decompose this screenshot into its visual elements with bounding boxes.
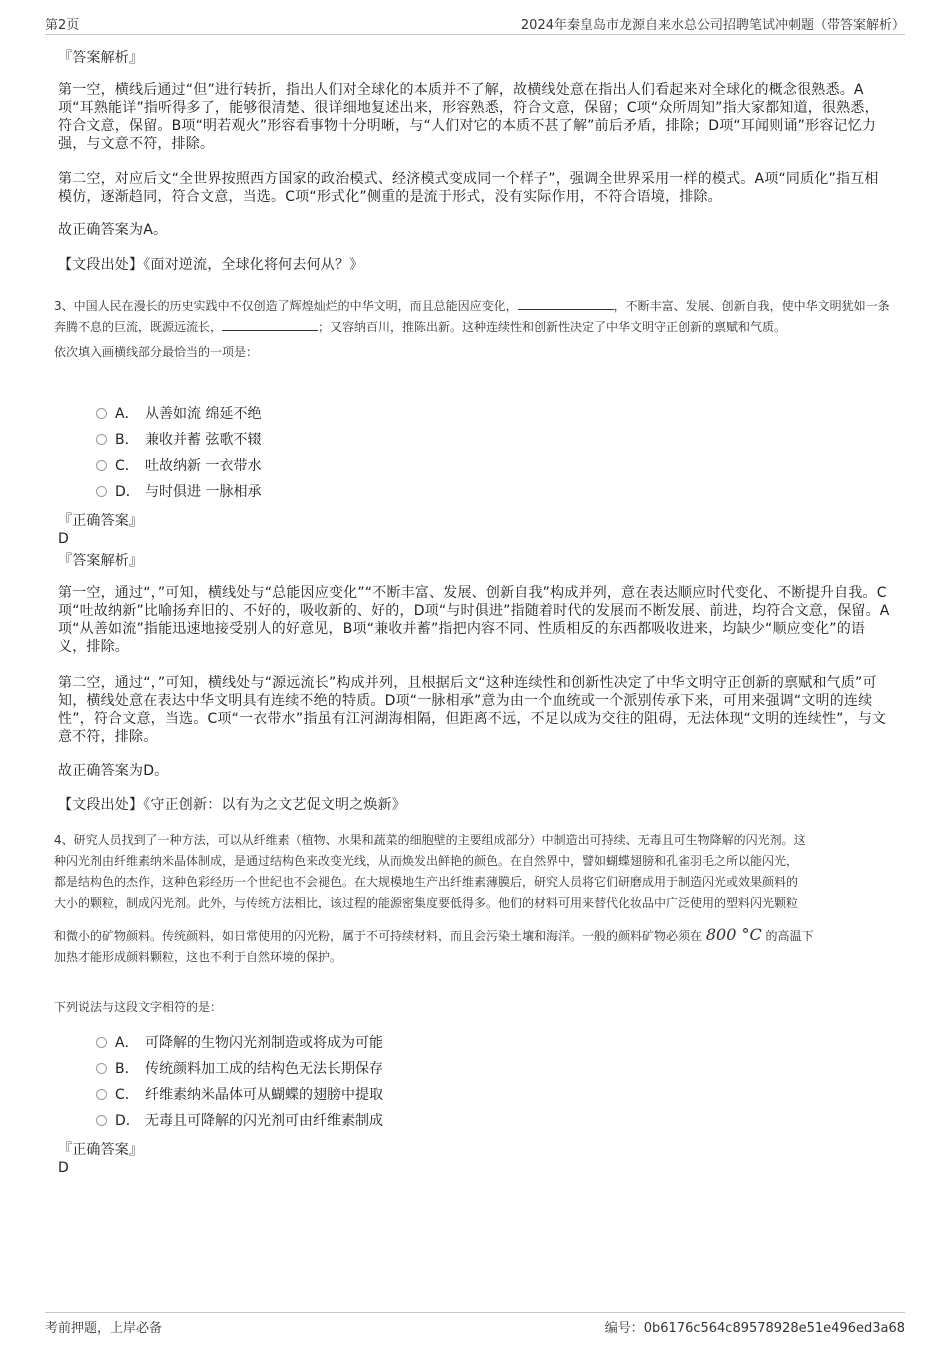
question-stem: 3、中国人民在漫长的历史实践中不仅创造了辉煌灿烂的中华文明，而且总能因应变化， ，不断丰富、发展、创新自我，使中华文明犹如一条奔腾不息的巨流，既源远流长， ；又容纳百川，推陈出新。这种连续性和创新性决定了中华文明守正创新的禀赋和气质。 xyxy=(54,299,890,334)
answer-label: 『正确答案』 xyxy=(58,1142,144,1158)
radio-button[interactable] xyxy=(96,1037,107,1048)
fill-blank xyxy=(518,297,614,310)
radio-button[interactable] xyxy=(96,1063,107,1074)
answer-conclusion: 故正确答案为A。 xyxy=(58,222,168,238)
option-a[interactable]: A． 从善如流 绵延不绝 xyxy=(96,404,261,424)
analysis-paragraph: 第二空，对应后文“全世界按照西方国家的政治模式、经济模式变成同一个样子”，强调全世界采用一样的模式。A项“同质化”指互相模仿，逐渐趋同，符合文意，当选。C项“形式化”侧重的是流于形式，没有实际作用，不符合语境，排除。 xyxy=(58,171,879,205)
option-c[interactable]: C． 吐故纳新 一衣带水 xyxy=(96,456,261,476)
option-b[interactable]: B． 传统颜料加工成的结构色无法长期保存 xyxy=(96,1059,383,1079)
source-citation: 【文段出处】《面对逆流，全球化将何去何从？》 xyxy=(58,257,364,273)
document-title: 2024年秦皇岛市龙源自来水总公司招聘笔试冲刺题（带答案解析） xyxy=(520,18,905,33)
option-b[interactable]: B． 兼收并蓄 弦歌不辍 xyxy=(96,430,261,450)
answer-value: D xyxy=(58,531,69,547)
analysis-paragraph: 第一空，通过“，”可知，横线处与“总能因应变化”“不断丰富、发展、创新自我”构成并列，意在表达顺应时代变化、不断提升自我。C项“吐故纳新”比喻扬弃旧的、不好的，吸收新的、好的，D项“与时俱进”指随着时代的发展而不断发展、前进，均符合文意，保留。A项“从善如流”指能迅速地接受别人的好意见，B项“兼收并蓄”指把内容不同、性质相反的东西都吸收进来，均缺少“顺应变化”的语义，排除。 xyxy=(58,585,890,655)
fill-blank xyxy=(222,318,318,331)
document-code: 编号：0b6176c564c89578928e51e496ed3a68 xyxy=(604,1321,905,1336)
temperature-value: 800 °C xyxy=(705,925,762,944)
footer-slogan: 考前押题，上岸必备 xyxy=(45,1321,163,1336)
radio-button[interactable] xyxy=(96,486,107,497)
page-number: 第2页 xyxy=(45,18,80,33)
radio-button[interactable] xyxy=(96,1089,107,1100)
question-prompt: 下列说法与这段文字相符的是： xyxy=(54,1000,223,1014)
analysis-paragraph: 第一空，横线后通过“但”进行转折，指出人们对全球化的本质并不了解，故横线处意在指出人们看起来对全球化的概念很熟悉。A项“耳熟能详”指听得多了，能够很清楚、很详细地复述出来，形容熟悉，符合文意，保留；C项“众所周知”指大家都知道，很熟悉，符合文意，保留。B项“明若观火”形容看事物十分明晰，与“人们对它的本质不甚了解”前后矛盾，排除；D项“耳闻则诵”形容记忆力强，与文意不符，排除。 xyxy=(58,82,879,152)
question-stem: 4、研究人员找到了一种方法，可以从纤维素（植物、水果和蔬菜的细胞壁的主要组成部分）中制造出可持续、无毒且可生物降解的闪光剂。这 种闪光剂由纤维素纳米晶体制成，是通过结构色来改变光线，从而焕发出鲜艳的颜色。在自然界中，譬如蝴蝶翅膀和孔雀羽毛之所以能闪光， 都是结构色的杰作，这种色彩经历一个世纪也不会褪色。在大规模地生产出纤维素薄膜后，研究人员将它们研磨成用于制造闪光或效果颜料的 大小的颗粒，制成闪光剂。此外，与传统方法相比，该过程的能源密集度要低得多。他们的材料可用来替代化妆品中广泛使用的塑料闪光颗粒 和微小的矿物颜料。传统颜料，如日常使用的闪光粉，属于不可持续材料，而且会污染土壤和海洋。一般的颜料矿物必须在 800 °C 的高温下 加热才能形成颜料颗粒，这也不利于自然环境的保护。 xyxy=(54,833,814,964)
option-c[interactable]: C． 纤维素纳米晶体可从蝴蝶的翅膀中提取 xyxy=(96,1085,383,1105)
radio-button[interactable] xyxy=(96,408,107,419)
option-d[interactable]: D． 与时俱进 一脉相承 xyxy=(96,482,261,502)
answer-label: 『正确答案』 xyxy=(58,513,144,529)
radio-button[interactable] xyxy=(96,460,107,471)
analysis-label: 『答案解析』 xyxy=(58,50,144,66)
answer-conclusion: 故正确答案为D。 xyxy=(58,763,169,779)
option-d[interactable]: D． 无毒且可降解的闪光剂可由纤维素制成 xyxy=(96,1111,383,1131)
analysis-paragraph: 第二空，通过“，”可知，横线处与“源远流长”构成并列，且根据后文“这种连续性和创新性决定了中华文明守正创新的禀赋和气质”可知，横线处意在表达中华文明具有连续不绝的特质。D项“一脉相承”意为由一个血统或一个派别传承下来，可用来强调“文明的连续性”，符合文意，当选。C项“一衣带水”指虽有江河湖海相隔，但距离不远，不足以成为交往的阻碍，无法体现“文明的连续性”，与文意不符，排除。 xyxy=(58,675,887,745)
answer-value: D xyxy=(58,1160,69,1176)
question-prompt: 依次填入画横线部分最恰当的一项是： xyxy=(54,345,259,359)
source-citation: 【文段出处】《守正创新：以有为之文艺促文明之焕新》 xyxy=(58,797,406,813)
analysis-label: 『答案解析』 xyxy=(58,553,144,569)
radio-button[interactable] xyxy=(96,1115,107,1126)
page-footer xyxy=(45,1312,905,1335)
option-a[interactable]: A． 可降解的生物闪光剂制造或将成为可能 xyxy=(96,1033,383,1053)
page-header xyxy=(45,12,905,35)
radio-button[interactable] xyxy=(96,434,107,445)
